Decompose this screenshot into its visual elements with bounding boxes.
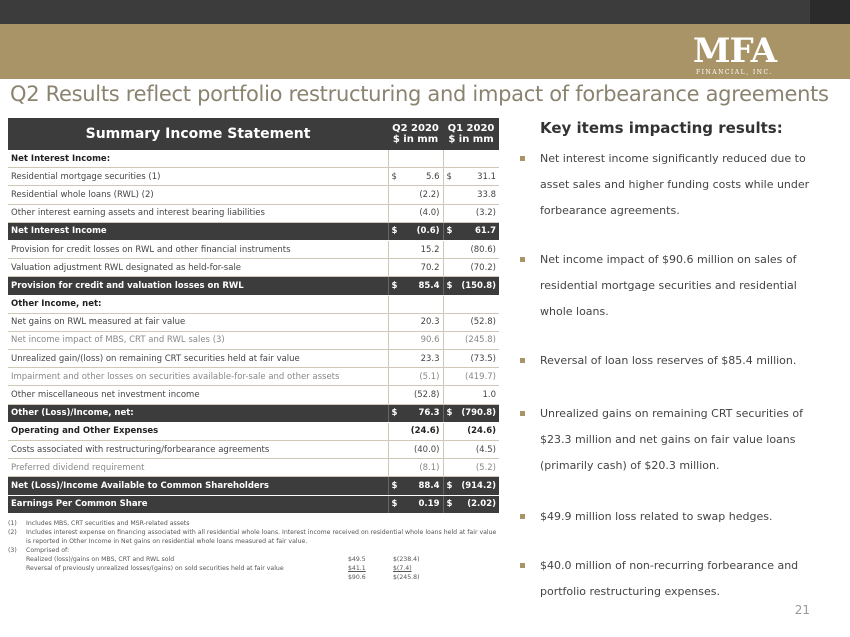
cell-value: (4.0) [419, 208, 440, 219]
q1-value [443, 259, 499, 277]
q1-value [443, 186, 499, 204]
row-label: Earnings Per Common Share [8, 495, 388, 513]
cell-value: 61.7 [475, 226, 496, 237]
logo-mark: MFA [692, 31, 776, 71]
table-row [8, 386, 499, 404]
footnote-figure-value: $(238.4) [393, 556, 420, 563]
currency-symbol: $ [446, 280, 453, 291]
cell-value: (2.02) [467, 499, 496, 510]
row-label: Residential whole loans (RWL) (2) [8, 186, 388, 204]
q1-value [443, 222, 499, 240]
cell-value: (24.6) [410, 426, 440, 437]
page-title: Q2 Results reflect portfolio restructuring and impact of forbearance agreements [10, 82, 829, 106]
table-row [8, 186, 499, 204]
cell-value: 85.4 [418, 280, 440, 291]
bullet-text: Net income impact of $90.6 million on sales of residential mortgage securities and residential whole loans. [540, 253, 797, 318]
q2-value [388, 331, 443, 349]
bullet-icon [520, 358, 525, 363]
table-row [8, 368, 499, 386]
currency-symbol: $ [391, 280, 398, 291]
cell-value: (5.2) [475, 462, 496, 473]
cell-value: 90.6 [420, 335, 440, 346]
cell-value: (24.6) [467, 426, 496, 437]
row-label: Provision for credit and valuation losses on RWL [8, 277, 388, 295]
bullet-text: $49.9 million loss related to swap hedges. [540, 510, 773, 523]
cell-value: 15.2 [420, 244, 440, 255]
cell-value: (5.1) [419, 371, 440, 382]
list-item [520, 348, 825, 374]
row-label: Provision for credit losses on RWL and other financial instruments [8, 240, 388, 258]
table-row [8, 277, 499, 295]
q2-value [388, 313, 443, 331]
q2-value [388, 240, 443, 258]
cell-value: 0.19 [418, 499, 440, 510]
footnote-figure-row [8, 555, 500, 564]
footnote-figure-label: Reversal of previously unrealized losses/(gains) on sold securities held at fair value [26, 565, 284, 572]
table-header [8, 118, 499, 150]
q1-value [443, 386, 499, 404]
footnote-figure-label: Realized (loss)/gains on MBS, CRT and RWL sold [26, 556, 175, 563]
table-row [8, 495, 499, 513]
company-logo [692, 31, 776, 76]
q2-value [388, 259, 443, 277]
bullet-text: Unrealized gains on remaining CRT securities of $23.3 million and net gains on fair value loans (primarily cash) of $20.3 million. [540, 407, 803, 472]
cell-value: (790.8) [461, 408, 496, 419]
footnote-marker-3: (3) [8, 547, 17, 554]
table-row [8, 459, 499, 477]
list-item [520, 247, 825, 325]
table-row [8, 204, 499, 222]
cell-value: (419.7) [465, 371, 496, 382]
q2-value [388, 150, 443, 168]
cell-value: (80.6) [470, 244, 496, 255]
footnote-figure-value: $41.1 [348, 565, 366, 572]
q1-value [443, 350, 499, 368]
table-row [8, 422, 499, 440]
q2-value [388, 495, 443, 513]
cell-value: (0.6) [416, 226, 440, 237]
q1-value [443, 204, 499, 222]
bullet-icon [520, 156, 525, 161]
q2-value [388, 277, 443, 295]
table-row [8, 168, 499, 186]
row-label: Impairment and other losses on securities available-for-sale and other assets [8, 368, 388, 386]
footnote-1: Includes MBS, CRT securities and MSR-related assets [26, 520, 190, 527]
summary-income-table [8, 118, 499, 514]
row-label: Other (Loss)/Income, net: [8, 404, 388, 422]
currency-symbol: $ [446, 171, 452, 182]
cell-value: (2.2) [419, 189, 440, 200]
footnote-figure-value: $49.5 [348, 556, 366, 563]
q1-value [443, 422, 499, 440]
cell-value: (40.0) [413, 444, 440, 455]
footnote-figure-row [8, 564, 500, 573]
cell-value: (70.2) [470, 262, 496, 273]
row-label: Valuation adjustment RWL designated as held-for-sale [8, 259, 388, 277]
bullet-text: $40.0 million of non-recurring forbearance and portfolio restructuring expenses. [540, 559, 799, 598]
row-label: Preferred dividend requirement [8, 459, 388, 477]
footnote-marker-1: (1) [8, 520, 17, 527]
column-header-q2: Q2 2020 $ in mm [388, 118, 443, 150]
table-row [8, 404, 499, 422]
footnote-figure-value: $90.6 [348, 574, 366, 581]
footnote-figure-value: $(7.4) [393, 565, 412, 572]
q1-value [443, 313, 499, 331]
cell-value: 31.1 [477, 171, 496, 182]
currency-symbol: $ [446, 226, 453, 237]
row-label: Other Income, net: [8, 295, 388, 313]
cell-value: 20.3 [420, 317, 440, 328]
q2-value [388, 386, 443, 404]
q2-value [388, 441, 443, 459]
currency-symbol: $ [391, 226, 398, 237]
bullet-icon [520, 411, 525, 416]
q2-value [388, 477, 443, 495]
cell-value: (150.8) [461, 280, 496, 291]
table-row [8, 150, 499, 168]
row-label: Unrealized gain/(loss) on remaining CRT securities held at fair value [8, 350, 388, 368]
footnotes [8, 519, 500, 582]
row-label: Net Interest Income: [8, 150, 388, 168]
cell-value: (245.8) [465, 335, 496, 346]
q1-value [443, 150, 499, 168]
q2-value [388, 204, 443, 222]
logo-subtitle: FINANCIAL, INC. [695, 69, 773, 76]
q1-value [443, 295, 499, 313]
table-row [8, 313, 499, 331]
footnote-3: Comprised of: [26, 547, 70, 554]
currency-symbol: $ [391, 499, 398, 510]
list-item [520, 504, 825, 530]
q1-value [443, 459, 499, 477]
cell-value: (3.2) [475, 208, 496, 219]
cell-value: (914.2) [461, 480, 496, 491]
table-title: Summary Income Statement [8, 118, 388, 150]
cell-value: 1.0 [482, 390, 496, 401]
q1-value [443, 168, 499, 186]
currency-symbol: $ [446, 499, 453, 510]
q2-value [388, 422, 443, 440]
list-item [520, 146, 825, 224]
footnote-2: Includes interest expense on financing associated with all residential whole loans. Interest income received on residential whole loans held at fair value is reported in Other Income in Net gains on residential whole loans measured at fair value. [26, 529, 497, 545]
footnote-marker-2: (2) [8, 529, 17, 536]
table-row [8, 331, 499, 349]
column-header-q1: Q1 2020 $ in mm [443, 118, 499, 150]
row-label: Net gains on RWL measured at fair value [8, 313, 388, 331]
q2-value [388, 186, 443, 204]
list-item [520, 401, 825, 479]
table-row [8, 477, 499, 495]
table-row [8, 295, 499, 313]
row-label: Operating and Other Expenses [8, 422, 388, 440]
footnote-figure-total [8, 573, 500, 582]
q1-value [443, 277, 499, 295]
currency-symbol: $ [391, 171, 397, 182]
top-bar-accent [810, 0, 850, 24]
currency-symbol: $ [446, 408, 453, 419]
row-label: Net income impact of MBS, CRT and RWL sales (3) [8, 331, 388, 349]
footnote-figure-value: $(245.8) [393, 574, 420, 581]
key-items-title: Key items impacting results: [540, 119, 783, 137]
currency-symbol: $ [391, 480, 398, 491]
top-bar [0, 0, 850, 24]
cell-value: 33.8 [477, 189, 496, 200]
cell-value: 23.3 [420, 353, 440, 364]
row-label: Other miscellaneous net investment income [8, 386, 388, 404]
q1-value [443, 404, 499, 422]
cell-value: (4.5) [475, 444, 496, 455]
cell-value: (52.8) [413, 390, 440, 401]
table-row [8, 350, 499, 368]
bullet-icon [520, 257, 525, 262]
currency-symbol: $ [446, 480, 453, 491]
currency-symbol: $ [391, 408, 398, 419]
row-label: Residential mortgage securities (1) [8, 168, 388, 186]
cell-value: 5.6 [425, 171, 440, 182]
q2-value [388, 459, 443, 477]
q1-value [443, 240, 499, 258]
q1-value [443, 331, 499, 349]
table-row [8, 441, 499, 459]
cell-value: (73.5) [470, 353, 496, 364]
q1-value [443, 441, 499, 459]
row-label: Costs associated with restructuring/forbearance agreements [8, 441, 388, 459]
table-row [8, 259, 499, 277]
q1-value [443, 495, 499, 513]
cell-value: (52.8) [470, 317, 496, 328]
bullet-icon [520, 514, 525, 519]
table-row [8, 222, 499, 240]
q2-value [388, 295, 443, 313]
q2-value [388, 168, 443, 186]
row-label: Net Interest Income [8, 222, 388, 240]
cell-value: 88.4 [418, 480, 440, 491]
table-row [8, 240, 499, 258]
q2-value [388, 368, 443, 386]
q1-value [443, 477, 499, 495]
cell-value: 76.3 [418, 408, 440, 419]
bullet-text: Reversal of loan loss reserves of $85.4 million. [540, 354, 797, 367]
q2-value [388, 350, 443, 368]
q2-value [388, 222, 443, 240]
bullet-icon [520, 563, 525, 568]
cell-value: 70.2 [420, 262, 440, 273]
q1-value [443, 368, 499, 386]
list-item [520, 553, 825, 605]
bullet-text: Net interest income significantly reduced due to asset sales and higher funding costs while under forbearance agreements. [540, 152, 810, 217]
row-label: Other interest earning assets and interest bearing liabilities [8, 204, 388, 222]
cell-value: (8.1) [419, 462, 440, 473]
row-label: Net (Loss)/Income Available to Common Shareholders [8, 477, 388, 495]
page-number: 21 [794, 603, 810, 617]
q2-value [388, 404, 443, 422]
